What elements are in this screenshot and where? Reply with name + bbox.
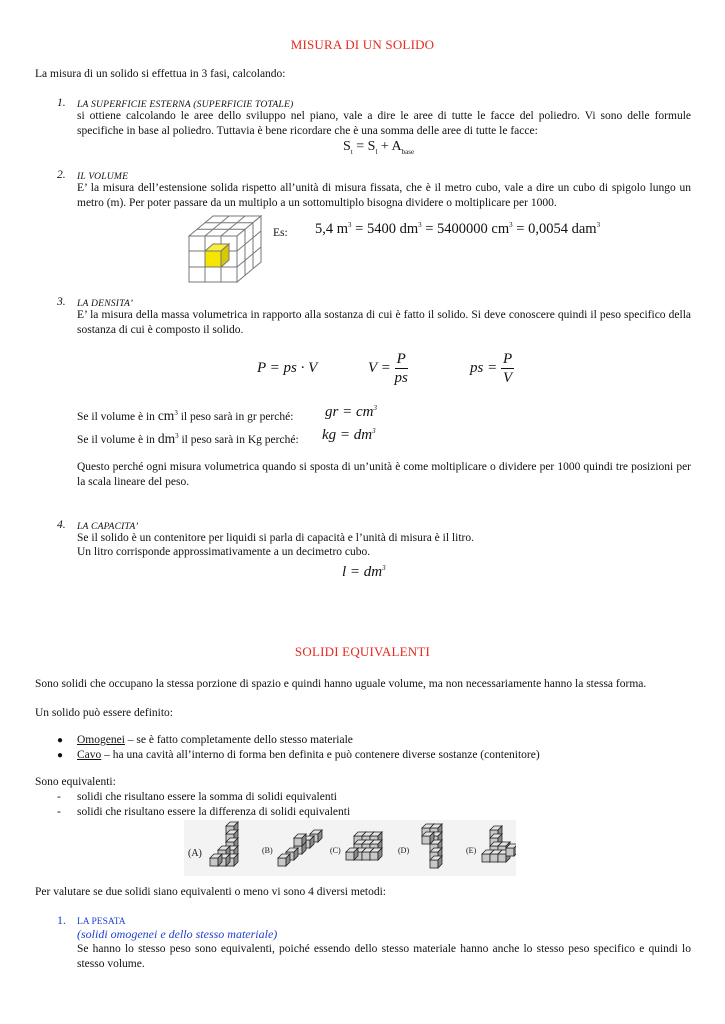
dm-weight-rule: Se il volume è in $dm^3$ il peso sarà in Kg perché:: [77, 431, 299, 446]
solid-c: [346, 832, 382, 860]
solids-drawings: [184, 818, 516, 878]
capacity-line-1: Se il solido è un contenitore per liquidi si parla di capacità e l’unità di misura è il litro.: [77, 532, 474, 544]
solid-b: [278, 830, 322, 866]
section-2-text: E’ la misura dell’estensione solida rispetto all’unità di misura fissata, che è il metro cubo, vale a dire un cubo di spigolo lungo un metro (m). Per poter passare da un multiplo a un sottomultiplo bisogna dividere o moltiplicare per 1000.: [77, 182, 691, 209]
section-1-heading: LA SUPERFICIE ESTERNA (SUPERFICIE TOTALE): [77, 99, 294, 110]
solid-d: [422, 824, 442, 868]
solid-e: [482, 826, 516, 862]
definition-intro: Un solido può essere definito:: [35, 707, 173, 719]
bullet-marker: ●: [57, 735, 64, 746]
method-1-subheading: (solidi omogenei e dello stesso materiale): [77, 927, 278, 941]
density-formula-volume: V = $\frac{P}{ps}$: [368, 351, 408, 386]
section-title-equivalent-solids: SOLIDI EQUIVALENTI: [294, 644, 431, 659]
gr-cm-formula: gr = $cm^3$: [325, 404, 377, 420]
section-2-number: 2.: [57, 169, 66, 181]
figure-label-b: (B): [262, 846, 273, 855]
kg-dm-formula: kg = $dm^3$: [322, 427, 376, 443]
method-1-text: Se hanno lo stesso peso sono equivalenti, poiché essendo dello stesso materiale hanno anche lo stesso peso specifico e quindi lo stesso volume.: [77, 943, 691, 970]
solid-a: [210, 822, 238, 866]
section-2-heading: IL VOLUME: [77, 171, 129, 182]
highlighted-unit-cube: [205, 244, 229, 267]
page-title: MISURA DI UN SOLIDO: [290, 37, 435, 52]
figure-label-e: (E): [466, 846, 477, 855]
example-label: Es:: [273, 227, 288, 239]
equivalent-intro: Sono solidi che occupano la stessa porzione di spazio e quindi hanno uguale volume, ma non necessariamente hanno la stessa forma.: [35, 678, 647, 690]
methods-intro: Per valutare se due solidi siano equivalenti o meno vi sono 4 diversi metodi:: [35, 886, 387, 898]
section-3-heading: LA DENSITA’: [77, 298, 134, 309]
intro-text: La misura di un solido si effettua in 3 fasi, calcolando:: [35, 68, 286, 80]
section-1-number: 1.: [57, 97, 66, 109]
section-3-number: 3.: [57, 296, 66, 308]
equivalents-label: Sono equivalenti:: [35, 776, 116, 788]
section-4-heading: LA CAPACITA’: [77, 521, 139, 532]
section-4-number: 4.: [57, 519, 66, 531]
volume-conversion-example: 5,4 $m^3 = 5400$ $dm^3 = 5400000$ $cm^3 = 0,0054$ dam$^3$: [315, 221, 601, 237]
method-1-number: 1.: [57, 913, 66, 927]
section-3-text: E’ la misura della massa volumetrica in rapporto alla sostanza di cui è fatto il solido. Si deve conoscere quindi il peso specifico della sostanza di cui è composto il solido.: [77, 309, 691, 336]
cube-grid-figure: [185, 212, 265, 284]
capacity-line-2: Un litro corrisponde approssimativamente a un decimetro cubo.: [77, 546, 371, 558]
section-1-text: si ottiene calcolando le aree dello sviluppo nel piano, vale a dire le aree di tutte le facce del poliedro. Vi sono delle formule specifiche in base al poliedro. Tuttavia è bene ricordare che è una somma delle aree di tutte le facce:: [77, 110, 691, 137]
surface-formula: $S_t = S_l + A_{base}$: [343, 139, 415, 156]
cm-weight-rule: Se il volume è in $cm^3$ il peso sarà in gr perché:: [77, 408, 294, 423]
density-formula-weight: P = ps · V: [257, 360, 318, 376]
method-1-heading: LA PESATA: [77, 917, 126, 927]
figure-label-a: (A): [188, 848, 202, 859]
density-formula-specific-weight: ps = $\frac{P}{V}$: [470, 351, 513, 386]
capacity-formula: $l = dm^3$: [342, 564, 386, 580]
bullet-marker: ●: [57, 750, 64, 761]
density-note: Questo perché ogni misura volumetrica quando si sposta di un’unità è come moltiplicare o dividere per 1000 quindi tre posizioni per la scala lineare del peso.: [77, 461, 691, 488]
figure-label-c: (C): [330, 846, 341, 855]
figure-label-d: (D): [398, 846, 410, 855]
